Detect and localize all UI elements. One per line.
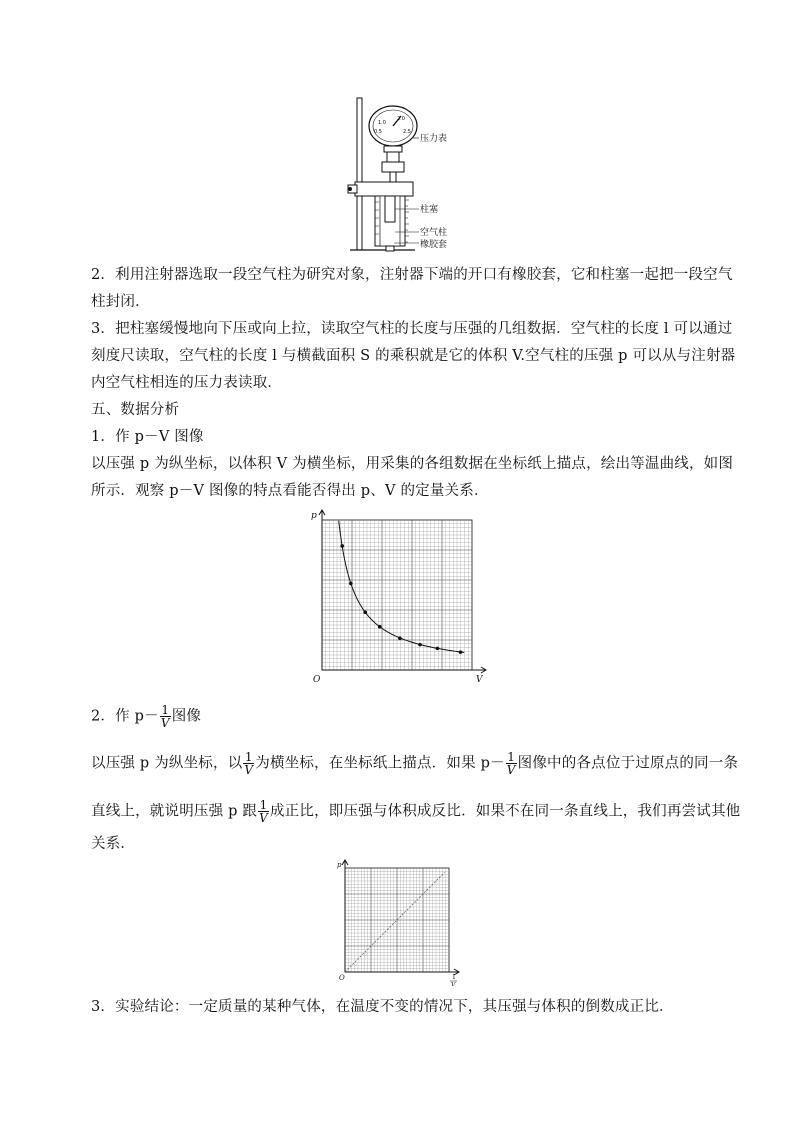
subsection-2-line-2 <box>91 799 740 824</box>
data-point <box>363 611 367 615</box>
frac-den: V <box>244 763 254 777</box>
data-point <box>349 582 353 586</box>
fraction-1-over-v <box>160 704 171 729</box>
paragraph-2-line-2: 柱封闭． <box>91 294 150 310</box>
text-part: 以压强 p 为纵坐标，以 <box>91 755 243 772</box>
gauge-mark: 2.5 <box>403 129 411 135</box>
y-axis-label: p <box>311 511 317 521</box>
data-point <box>398 636 402 640</box>
label-rubber-cap: 橡胶套 <box>420 240 448 250</box>
frac-num: 1 <box>161 703 170 717</box>
fraction-1-over-v <box>243 751 254 776</box>
fraction-1-over-v <box>258 799 269 824</box>
frac-den: V <box>160 716 170 730</box>
fraction-1-over-v <box>506 751 517 776</box>
frac-den: V <box>259 811 268 825</box>
gauge-mark: 1.0 <box>378 120 386 126</box>
subsection-1-title: 1．作 p－V 图像 <box>91 429 204 445</box>
frac-num: 1 <box>259 798 268 812</box>
section-heading-data-analysis: 五、数据分析 <box>91 402 180 418</box>
x-axis-label: V <box>476 675 483 684</box>
subsection-2-line-3: 关系． <box>91 836 136 852</box>
p-inverse-v-graph <box>333 858 463 986</box>
syringe-apparatus-figure <box>335 96 470 254</box>
title-part: 图像 <box>171 708 202 725</box>
origin-label: O <box>313 675 321 684</box>
label-gauge: 压力表 <box>420 134 448 144</box>
gauge-mark: 0.5 <box>374 129 382 135</box>
paragraph-3-line-3: 内空气柱相连的压力表读取． <box>91 375 283 391</box>
data-point <box>378 625 382 629</box>
frac-num: 1 <box>507 750 516 764</box>
p-v-graph <box>308 506 493 684</box>
text-part: 成正比，即压强与体积成反比．如果不在同一条直线上，我们再尝试其他 <box>269 803 741 820</box>
subsection-2-line-1 <box>91 751 738 776</box>
text-part: 直线上，就说明压强 p 跟 <box>91 803 258 820</box>
subsection-2-title <box>91 704 201 729</box>
gauge-mark: 2.0 <box>397 116 405 122</box>
label-plunger: 柱塞 <box>420 205 439 215</box>
data-point <box>340 544 344 548</box>
title-part: 2．作 p－ <box>91 708 159 725</box>
paragraph-3-line-2: 刻度尺读取，空气柱的长度 l 与横截面积 S 的乘积就是它的体积 V.空气柱的压强 p 可以从与注射器 <box>91 348 736 364</box>
paragraph-3-line-1: 3．把柱塞缓慢地向下压或向上拉，读取空气柱的长度与压强的几组数据．空气柱的长度 l 可以通过 <box>91 321 733 337</box>
x-axis-label-den: V <box>451 982 456 986</box>
label-air-column: 空气柱 <box>420 228 448 238</box>
y-axis-label: p <box>337 861 342 869</box>
data-point <box>436 647 440 651</box>
paragraph-2-line-1: 2．利用注射器选取一段空气柱为研究对象，注射器下端的开口有橡胶套，它和柱塞一起把一段空气 <box>91 267 733 283</box>
x-axis-label-num: 1 <box>452 974 456 981</box>
subsection-1-line-2: 所示．观察 p－V 图像的特点看能否得出 p、V 的定量关系． <box>91 483 489 499</box>
origin-label: O <box>339 974 345 982</box>
text-part: 图像中的各点位于过原点的同一条 <box>517 755 739 772</box>
frac-num: 1 <box>244 750 253 764</box>
frac-den: V <box>506 763 516 777</box>
subsection-1-line-1: 以压强 p 为纵坐标，以体积 V 为横坐标，用采集的各组数据在坐标纸上描点，绘出等温曲线，如图 <box>91 456 734 472</box>
text-part: 为横坐标，在坐标纸上描点．如果 p－ <box>255 755 505 772</box>
data-point <box>418 643 422 647</box>
data-point <box>459 650 463 654</box>
conclusion: 3．实验结论：一定质量的某种气体，在温度不变的情况下，其压强与体积的倒数成正比． <box>91 999 674 1015</box>
